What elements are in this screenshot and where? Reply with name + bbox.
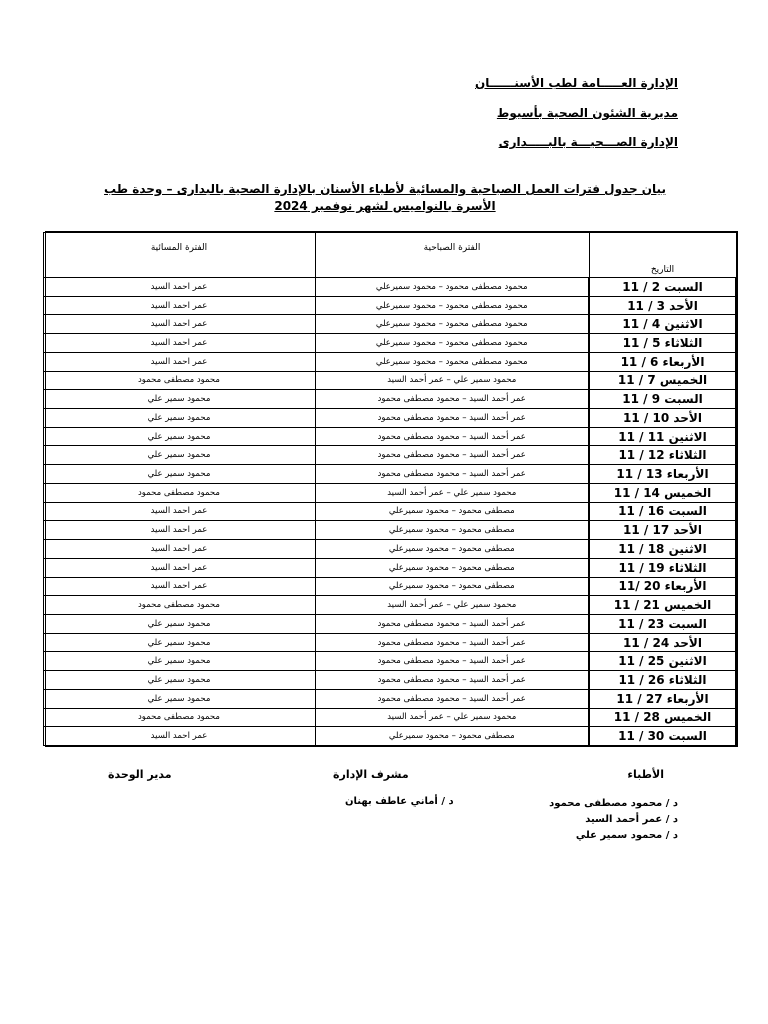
table-row bbox=[43, 409, 736, 428]
schedule-table bbox=[45, 231, 738, 747]
date-cell: الأحد 17 / 11 bbox=[589, 521, 736, 540]
morning-shift-cell: عمر أحمد السيد – محمود مصطفى محمود bbox=[315, 652, 589, 671]
column-header-date: التاريخ bbox=[589, 233, 736, 278]
table-row bbox=[43, 577, 736, 596]
table-row bbox=[43, 352, 736, 371]
morning-shift-cell: عمر أحمد السيد – محمود مصطفى محمود bbox=[315, 614, 589, 633]
date-cell: السبت 9 / 11 bbox=[589, 390, 736, 409]
evening-shift-cell: عمر احمد السيد bbox=[43, 577, 315, 596]
morning-shift-cell: مصطفى محمود – محمود سميرعلي bbox=[315, 577, 589, 596]
evening-shift-cell: محمود سمير علي bbox=[43, 465, 315, 484]
evening-shift-cell: محمود سمير علي bbox=[43, 390, 315, 409]
morning-shift-cell: عمر أحمد السيد – محمود مصطفى محمود bbox=[315, 671, 589, 690]
header-line-2: مديرية الشئون الصحية بأسيوط bbox=[496, 106, 678, 120]
date-cell: الاثنين 18 / 11 bbox=[589, 540, 736, 559]
evening-shift-cell: عمر احمد السيد bbox=[43, 334, 315, 353]
supervisor-label: مشرف الإدارة bbox=[333, 768, 409, 781]
table-row bbox=[43, 315, 736, 334]
morning-shift-cell: محمود سمير علي – عمر أحمد السيد bbox=[315, 708, 589, 727]
doctors-list bbox=[549, 796, 678, 844]
evening-shift-cell: محمود سمير علي bbox=[43, 409, 315, 428]
date-cell: الثلاثاء 19 / 11 bbox=[589, 558, 736, 577]
morning-shift-cell: مصطفى محمود – محمود سميرعلي bbox=[315, 727, 589, 746]
evening-shift-cell: محمود سمير علي bbox=[43, 633, 315, 652]
date-cell: الثلاثاء 26 / 11 bbox=[589, 671, 736, 690]
date-cell: الاثنين 11 / 11 bbox=[589, 427, 736, 446]
table-row bbox=[43, 446, 736, 465]
morning-shift-cell: عمر أحمد السيد – محمود مصطفى محمود bbox=[315, 689, 589, 708]
date-cell: الأربعاء 6 / 11 bbox=[589, 352, 736, 371]
evening-shift-cell: محمود سمير علي bbox=[43, 689, 315, 708]
table-row bbox=[43, 371, 736, 390]
morning-shift-cell: محمود مصطفى محمود – محمود سميرعلي bbox=[315, 315, 589, 334]
table-row bbox=[43, 558, 736, 577]
table-row bbox=[43, 278, 736, 297]
document-title bbox=[100, 181, 670, 215]
evening-shift-cell: عمر احمد السيد bbox=[43, 296, 315, 315]
date-cell: السبت 30 / 11 bbox=[589, 727, 736, 746]
date-cell: الاثنين 25 / 11 bbox=[589, 652, 736, 671]
table-row bbox=[43, 427, 736, 446]
morning-shift-cell: عمر أحمد السيد – محمود مصطفى محمود bbox=[315, 409, 589, 428]
doctor-name-2: د / عمر أحمد السيد bbox=[585, 814, 678, 825]
morning-shift-cell: محمود سمير علي – عمر أحمد السيد bbox=[315, 483, 589, 502]
table-row bbox=[43, 671, 736, 690]
evening-shift-cell: محمود مصطفى محمود bbox=[43, 483, 315, 502]
table-row bbox=[43, 465, 736, 484]
table-row bbox=[43, 689, 736, 708]
evening-shift-cell: عمر احمد السيد bbox=[43, 727, 315, 746]
table-row bbox=[43, 727, 736, 746]
evening-shift-cell: عمر احمد السيد bbox=[43, 558, 315, 577]
table-row bbox=[43, 296, 736, 315]
evening-shift-cell: محمود سمير علي bbox=[43, 652, 315, 671]
header-line-1: الإدارة العـــــامة لطب الأسنــــــان bbox=[475, 76, 678, 90]
table-row bbox=[43, 540, 736, 559]
evening-shift-cell: عمر احمد السيد bbox=[43, 540, 315, 559]
column-header-morning: الفترة الصباحية bbox=[315, 233, 589, 278]
morning-shift-cell: محمود سمير علي – عمر أحمد السيد bbox=[315, 371, 589, 390]
evening-shift-cell: محمود سمير علي bbox=[43, 427, 315, 446]
morning-shift-cell: محمود مصطفى محمود – محمود سميرعلي bbox=[315, 296, 589, 315]
date-cell: الأحد 24 / 11 bbox=[589, 633, 736, 652]
doctor-name-1: د / محمود مصطفى محمود bbox=[549, 798, 678, 809]
supervisor-name: د / أماني عاطف بهنان bbox=[345, 796, 454, 807]
evening-shift-cell: عمر احمد السيد bbox=[43, 278, 315, 297]
table-row bbox=[43, 708, 736, 727]
evening-shift-cell: عمر احمد السيد bbox=[43, 502, 315, 521]
manager-label: مدير الوحدة bbox=[108, 768, 172, 781]
column-header-evening: الفترة المسائية bbox=[43, 233, 315, 278]
date-cell: الأربعاء 13 / 11 bbox=[589, 465, 736, 484]
table-row bbox=[43, 483, 736, 502]
date-cell: الأربعاء 27 / 11 bbox=[589, 689, 736, 708]
evening-shift-cell: محمود مصطفى محمود bbox=[43, 596, 315, 615]
morning-shift-cell: مصطفى محمود – محمود سميرعلي bbox=[315, 521, 589, 540]
date-cell: السبت 23 / 11 bbox=[589, 614, 736, 633]
table-header-row bbox=[43, 233, 736, 278]
morning-shift-cell: عمر أحمد السيد – محمود مصطفى محمود bbox=[315, 390, 589, 409]
morning-shift-cell: محمود مصطفى محمود – محمود سميرعلي bbox=[315, 278, 589, 297]
morning-shift-cell: عمر أحمد السيد – محمود مصطفى محمود bbox=[315, 633, 589, 652]
header-line-3: الإدارة الصـــحيـــة بالبـــــدارى bbox=[498, 135, 678, 149]
table-row bbox=[43, 652, 736, 671]
date-cell: الأحد 10 / 11 bbox=[589, 409, 736, 428]
date-cell: الخميس 28 / 11 bbox=[589, 708, 736, 727]
table-row bbox=[43, 502, 736, 521]
morning-shift-cell: مصطفى محمود – محمود سميرعلي bbox=[315, 558, 589, 577]
evening-shift-cell: محمود سمير علي bbox=[43, 446, 315, 465]
date-cell: الخميس 7 / 11 bbox=[589, 371, 736, 390]
date-cell: الثلاثاء 12 / 11 bbox=[589, 446, 736, 465]
morning-shift-cell: عمر أحمد السيد – محمود مصطفى محمود bbox=[315, 465, 589, 484]
morning-shift-cell: محمود سمير علي – عمر أحمد السيد bbox=[315, 596, 589, 615]
morning-shift-cell: محمود مصطفى محمود – محمود سميرعلي bbox=[315, 352, 589, 371]
date-cell: الثلاثاء 5 / 11 bbox=[589, 334, 736, 353]
evening-shift-cell: محمود سمير علي bbox=[43, 671, 315, 690]
evening-shift-cell: عمر احمد السيد bbox=[43, 315, 315, 334]
doctor-name-3: د / محمود سمير علي bbox=[575, 830, 678, 841]
morning-shift-cell: مصطفى محمود – محمود سميرعلي bbox=[315, 502, 589, 521]
date-cell: الخميس 14 / 11 bbox=[589, 483, 736, 502]
morning-shift-cell: عمر أحمد السيد – محمود مصطفى محمود bbox=[315, 446, 589, 465]
morning-shift-cell: مصطفى محمود – محمود سميرعلي bbox=[315, 540, 589, 559]
evening-shift-cell: محمود مصطفى محمود bbox=[43, 371, 315, 390]
morning-shift-cell: عمر أحمد السيد – محمود مصطفى محمود bbox=[315, 427, 589, 446]
doctors-label: الأطباء bbox=[627, 768, 664, 781]
date-cell: السبت 16 / 11 bbox=[589, 502, 736, 521]
table-row bbox=[43, 521, 736, 540]
table-row bbox=[43, 596, 736, 615]
title-line-2: الأسرة بالنواميس لشهر نوفمبر 2024 bbox=[274, 199, 496, 213]
evening-shift-cell: عمر احمد السيد bbox=[43, 521, 315, 540]
date-cell: الأحد 3 / 11 bbox=[589, 296, 736, 315]
table-row bbox=[43, 390, 736, 409]
table-row bbox=[43, 614, 736, 633]
date-cell: الاثنين 4 / 11 bbox=[589, 315, 736, 334]
evening-shift-cell: عمر احمد السيد bbox=[43, 352, 315, 371]
date-cell: السبت 2 / 11 bbox=[589, 278, 736, 297]
table-row bbox=[43, 334, 736, 353]
table-row bbox=[43, 633, 736, 652]
evening-shift-cell: محمود مصطفى محمود bbox=[43, 708, 315, 727]
title-line-1: بيان جدول فترات العمل الصباحية والمسائية لأطباء الأسنان بالإدارة الصحية بالبدارى – وحدة طب bbox=[104, 182, 666, 196]
date-cell: الخميس 21 / 11 bbox=[589, 596, 736, 615]
date-cell: الأربعاء 20 /11 bbox=[589, 577, 736, 596]
evening-shift-cell: محمود سمير علي bbox=[43, 614, 315, 633]
schedule-table-body bbox=[43, 278, 736, 746]
morning-shift-cell: محمود مصطفى محمود – محمود سميرعلي bbox=[315, 334, 589, 353]
